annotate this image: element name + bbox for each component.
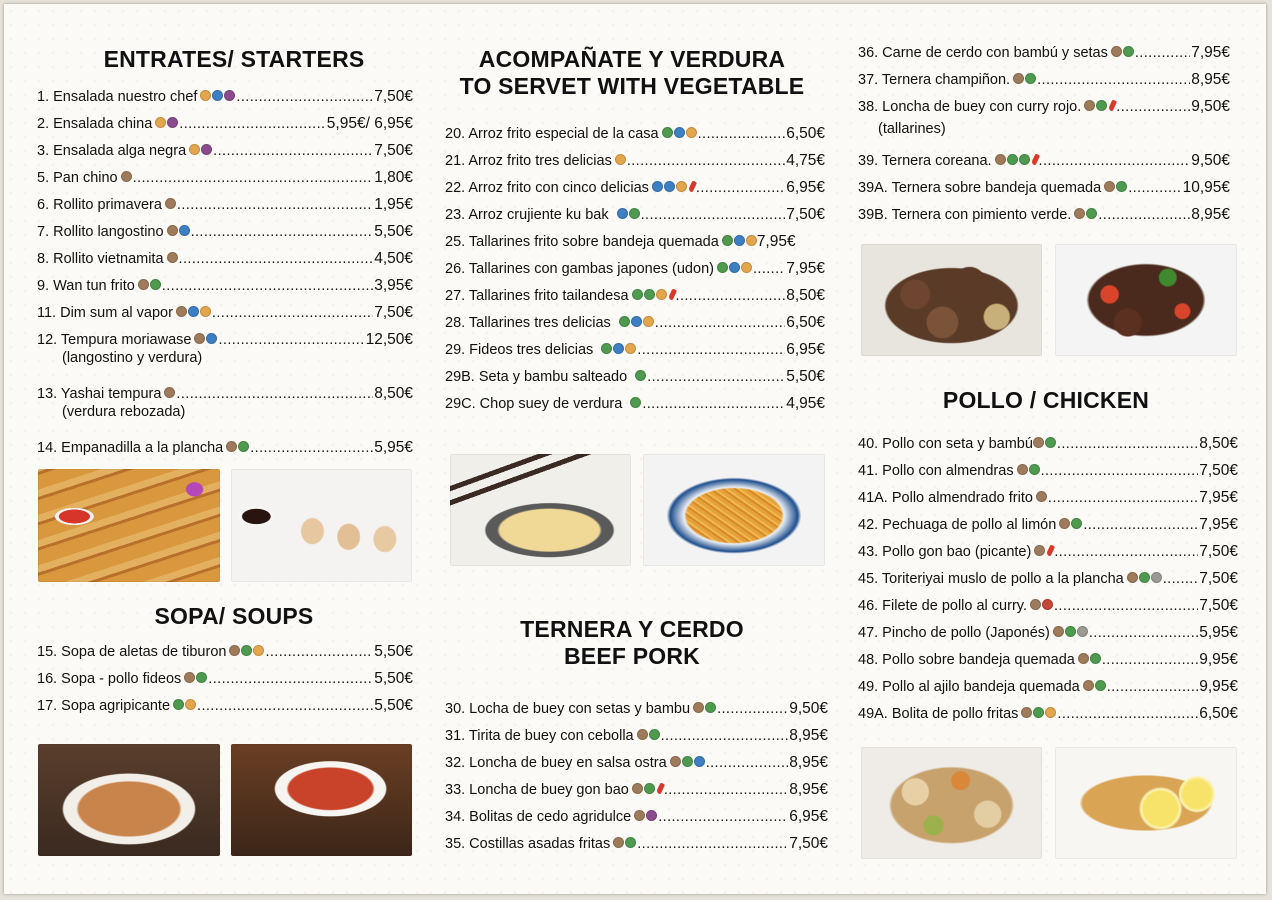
menu-item: 37. Ternera champiñon. ..... 8,95€ <box>858 71 1230 89</box>
allergen-badge-icon <box>167 225 178 236</box>
allergen-badge-icon <box>1033 437 1044 448</box>
allergen-icons <box>662 127 697 138</box>
beef-bamboo-photo <box>861 244 1042 356</box>
allergen-badge-icon <box>717 262 728 273</box>
item-note: (tallarines) <box>878 121 946 137</box>
menu-item: 27. Tallarines frito tailandesa ..... 8,50€ <box>445 287 825 305</box>
allergen-badge-icon <box>1045 437 1056 448</box>
allergen-icons <box>693 702 716 713</box>
allergen-badge-icon <box>656 289 667 300</box>
allergen-badge-icon <box>1025 73 1036 84</box>
allergen-icons <box>1021 707 1056 718</box>
allergen-badge-icon <box>176 306 187 317</box>
fried-rice-photo <box>450 454 631 566</box>
allergen-badge-icon <box>1090 653 1101 664</box>
allergen-badge-icon <box>995 154 1006 165</box>
menu-item: 21. Arroz frito tres delicias ..... 4,75€ <box>445 152 825 170</box>
menu-item: 39A. Ternera sobre bandeja quemada ..... 10,95€ <box>858 179 1230 197</box>
allergen-badge-icon <box>625 343 636 354</box>
allergen-icons <box>1084 100 1115 111</box>
allergen-icons <box>1059 518 1082 529</box>
allergen-badge-icon <box>238 441 249 452</box>
item-note: (langostino y verdura) <box>62 350 203 366</box>
allergen-badge-icon <box>165 198 176 209</box>
menu-item: 29. Fideos tres delicias ..... 6,95€ <box>445 341 825 359</box>
allergen-badge-icon <box>625 837 636 848</box>
allergen-icons <box>1036 491 1047 502</box>
allergen-badge-icon <box>694 756 705 767</box>
spring-rolls-photo <box>38 469 220 582</box>
allergen-badge-icon <box>1029 464 1040 475</box>
allergen-icons <box>173 699 196 710</box>
allergen-icons <box>1017 464 1040 475</box>
allergen-badge-icon <box>1151 572 1162 583</box>
allergen-icons <box>1104 181 1127 192</box>
allergen-badge-icon <box>682 756 693 767</box>
beef-pepper-photo <box>1055 244 1237 356</box>
allergen-badge-icon <box>664 181 675 192</box>
allergen-badge-icon <box>1017 464 1028 475</box>
allergen-badge-icon <box>206 333 217 344</box>
menu-item: 45. Toriteriyai muslo de pollo a la plancha ..... 7,50€ <box>858 570 1238 588</box>
allergen-badge-icon <box>643 316 654 327</box>
allergen-badge-icon <box>253 645 264 656</box>
allergen-badge-icon <box>631 316 642 327</box>
allergen-icons <box>613 837 636 848</box>
menu-item: 33. Loncha de buey gon bao ..... 8,95€ <box>445 781 828 799</box>
allergen-badge-icon <box>229 645 240 656</box>
menu-item: 29B. Seta y bambu salteado ..... 5,50€ <box>445 368 825 386</box>
allergen-icons <box>722 235 757 246</box>
allergen-icons <box>138 279 161 290</box>
soups-title: SOPA/ SOUPS <box>154 603 314 629</box>
allergen-badge-icon <box>1007 154 1018 165</box>
allergen-badge-icon <box>167 252 178 263</box>
allergen-badge-icon <box>1095 680 1106 691</box>
allergen-badge-icon <box>1086 208 1097 219</box>
menu-item: 26. Tallarines con gambas japones (udon) ..... 7,95€ <box>445 260 825 278</box>
menu-item: 3. Ensalada alga negra ..... 7,50€ <box>37 142 413 160</box>
allergen-badge-icon <box>1053 626 1064 637</box>
menu-item: 29C. Chop suey de verdura ..... 4,95€ <box>445 395 825 413</box>
allergen-badge-icon <box>189 144 200 155</box>
allergen-badge-icon <box>734 235 745 246</box>
allergen-badge-icon <box>615 154 626 165</box>
allergen-badge-icon <box>676 181 687 192</box>
chicken-title: POLLO / CHICKEN <box>942 387 1150 413</box>
starters-title: ENTRATES/ STARTERS <box>103 46 365 72</box>
allergen-badge-icon <box>184 672 195 683</box>
allergen-icons <box>229 645 264 656</box>
allergen-badge-icon <box>212 90 223 101</box>
allergen-badge-icon <box>1096 100 1107 111</box>
allergen-icons <box>619 316 654 327</box>
menu-item: 39. Ternera coreana. ..... 9,50€ <box>858 152 1230 170</box>
allergen-icons <box>167 225 190 236</box>
lemon-chicken-photo <box>1055 747 1237 859</box>
allergen-badge-icon <box>1074 208 1085 219</box>
allergen-icons <box>167 252 178 263</box>
menu-item: 46. Filete de pollo al curry. ..... 7,50€ <box>858 597 1238 615</box>
allergen-icons <box>1111 46 1134 57</box>
menu-item: 9. Wan tun frito ..... 3,95€ <box>37 277 413 295</box>
allergen-badge-icon <box>741 262 752 273</box>
allergen-icons <box>615 154 626 165</box>
menu-item: 42. Pechuaga de pollo al limón ..... 7,95€ <box>858 516 1238 534</box>
item-note: (verdura rebozada) <box>62 404 186 420</box>
menu-item: 41A. Pollo almendrado frito ..... 7,95€ <box>858 489 1238 507</box>
menu-item: 34. Bolitas de cedo agridulce ..... 6,95€ <box>445 808 828 826</box>
allergen-icons <box>1078 653 1101 664</box>
menu-item: 7. Rollito langostino ..... 5,50€ <box>37 223 413 241</box>
allergen-badge-icon <box>649 729 660 740</box>
allergen-badge-icon <box>1127 572 1138 583</box>
menu-item: 23. Arroz crujiente ku bak ..... 7,50€ <box>445 206 825 224</box>
allergen-badge-icon <box>635 370 646 381</box>
allergen-badge-icon <box>188 306 199 317</box>
menu-item: 39B. Ternera con pimiento verde. ..... 8,95€ <box>858 206 1230 224</box>
menu-item: 47. Pincho de pollo (Japonés) ..... 5,95€ <box>858 624 1238 642</box>
allergen-badge-icon <box>617 208 628 219</box>
menu-item: 13. Yashai tempura ..... 8,50€ <box>37 385 413 403</box>
allergen-icons <box>670 756 705 767</box>
allergen-icons <box>635 370 646 381</box>
allergen-badge-icon <box>226 441 237 452</box>
allergen-badge-icon <box>746 235 757 246</box>
allergen-badge-icon <box>201 144 212 155</box>
menu-item: 41. Pollo con almendras ..... 7,50€ <box>858 462 1238 480</box>
allergen-badge-icon <box>634 810 645 821</box>
allergen-badge-icon <box>632 289 643 300</box>
hot-sour-soup-photo <box>231 744 412 856</box>
allergen-icons <box>121 171 132 182</box>
allergen-icons <box>176 306 211 317</box>
allergen-icons <box>189 144 212 155</box>
menu-item: 36. Carne de cerdo con bambú y setas ..... 7,95€ <box>858 44 1230 62</box>
menu-item: 38. Loncha de buey con curry rojo. ..... 9,50€ <box>858 98 1230 116</box>
allergen-badge-icon <box>1019 154 1030 165</box>
allergen-icons <box>601 343 636 354</box>
allergen-badge-icon <box>1104 181 1115 192</box>
allergen-badge-icon <box>630 397 641 408</box>
allergen-badge-icon <box>1021 707 1032 718</box>
allergen-icons <box>717 262 752 273</box>
menu-item: 11. Dim sum al vapor ..... 7,50€ <box>37 304 413 322</box>
allergen-badge-icon <box>241 645 252 656</box>
chicken-mushroom-photo <box>861 747 1042 859</box>
allergen-badge-icon <box>1030 599 1041 610</box>
menu-item: 32. Loncha de buey en salsa ostra ..... 8,95€ <box>445 754 828 772</box>
allergen-badge-icon <box>1084 100 1095 111</box>
allergen-icons <box>155 117 178 128</box>
allergen-badge-icon <box>613 343 624 354</box>
beef-pork-title-line1: TERNERA Y CERDO <box>520 616 744 642</box>
allergen-badge-icon <box>619 316 630 327</box>
menu-item: 8. Rollito vietnamita ..... 4,50€ <box>37 250 413 268</box>
allergen-icons <box>630 397 641 408</box>
allergen-badge-icon <box>164 387 175 398</box>
allergen-icons <box>632 289 675 300</box>
allergen-badge-icon <box>200 306 211 317</box>
allergen-badge-icon <box>644 289 655 300</box>
allergen-badge-icon <box>179 225 190 236</box>
allergen-badge-icon <box>1083 680 1094 691</box>
menu-item: 35. Costillas asadas fritas ..... 7,50€ <box>445 835 828 853</box>
allergen-badge-icon <box>632 783 643 794</box>
menu-item: 40. Pollo con seta y bambú ..... 8,50€ <box>858 435 1238 453</box>
allergen-badge-icon <box>224 90 235 101</box>
allergen-badge-icon <box>646 810 657 821</box>
menu-item: 17. Sopa agripicante ..... 5,50€ <box>37 697 413 715</box>
menu-item: 6. Rollito primavera ..... 1,95€ <box>37 196 413 214</box>
menu-item: 12. Tempura moriawase ..... 12,50€ <box>37 331 413 349</box>
allergen-icons <box>165 198 176 209</box>
allergen-badge-icon <box>674 127 685 138</box>
allergen-badge-icon <box>1111 46 1122 57</box>
allergen-badge-icon <box>150 279 161 290</box>
menu-item: 48. Pollo sobre bandeja quemada ..... 9,95€ <box>858 651 1238 669</box>
allergen-icons <box>1127 572 1162 583</box>
fried-noodles-photo <box>643 454 825 566</box>
allergen-badge-icon <box>1139 572 1150 583</box>
allergen-badge-icon <box>1123 46 1134 57</box>
menu-item: 5. Pan chino ..... 1,80€ <box>37 169 413 187</box>
allergen-badge-icon <box>173 699 184 710</box>
allergen-badge-icon <box>1036 491 1047 502</box>
menu-item: 43. Pollo gon bao (picante) ..... 7,50€ <box>858 543 1238 561</box>
allergen-badge-icon <box>167 117 178 128</box>
allergen-icons <box>637 729 660 740</box>
menu-sheet <box>4 4 1266 894</box>
allergen-badge-icon <box>670 756 681 767</box>
allergen-badge-icon <box>1013 73 1024 84</box>
allergen-badge-icon <box>200 90 211 101</box>
allergen-badge-icon <box>1071 518 1082 529</box>
allergen-badge-icon <box>138 279 149 290</box>
menu-item: 49. Pollo al ajilo bandeja quemada ..... 9,95€ <box>858 678 1238 696</box>
allergen-badge-icon <box>693 702 704 713</box>
allergen-badge-icon <box>601 343 612 354</box>
allergen-badge-icon <box>1077 626 1088 637</box>
vegetables-title-line1: ACOMPAÑATE Y VERDURA <box>478 46 786 72</box>
allergen-badge-icon <box>613 837 624 848</box>
dumplings-photo <box>231 469 412 582</box>
allergen-icons <box>1083 680 1106 691</box>
allergen-badge-icon <box>1045 707 1056 718</box>
allergen-icons <box>634 810 657 821</box>
allergen-icons <box>632 783 663 794</box>
allergen-icons <box>652 181 695 192</box>
menu-item: 1. Ensalada nuestro chef ..... 7,50€ <box>37 88 413 106</box>
menu-item: 16. Sopa - pollo fideos ..... 5,50€ <box>37 670 413 688</box>
allergen-badge-icon <box>1116 181 1127 192</box>
allergen-badge-icon <box>652 181 663 192</box>
allergen-icons <box>1013 73 1036 84</box>
allergen-badge-icon <box>686 127 697 138</box>
allergen-badge-icon <box>722 235 733 246</box>
allergen-icons <box>995 154 1038 165</box>
allergen-badge-icon <box>1059 518 1070 529</box>
allergen-icons <box>200 90 235 101</box>
allergen-icons <box>1030 599 1053 610</box>
allergen-badge-icon <box>1078 653 1089 664</box>
allergen-badge-icon <box>196 672 207 683</box>
allergen-badge-icon <box>194 333 205 344</box>
allergen-icons <box>1033 437 1056 448</box>
vegetables-title-line2: TO SERVET WITH VEGETABLE <box>459 73 805 99</box>
menu-item: 28. Tallarines tres delicias ..... 6,50€ <box>445 314 825 332</box>
allergen-badge-icon <box>629 208 640 219</box>
allergen-badge-icon <box>185 699 196 710</box>
allergen-icons <box>184 672 207 683</box>
allergen-badge-icon <box>637 729 648 740</box>
allergen-badge-icon <box>1034 545 1045 556</box>
menu-item: 22. Arroz frito con cinco delicias ..... 6,95€ <box>445 179 825 197</box>
allergen-icons <box>164 387 175 398</box>
menu-item: 20. Arroz frito especial de la casa ..... 6,50€ <box>445 125 825 143</box>
beef-pork-title-line2: BEEF PORK <box>564 643 700 669</box>
menu-item: 2. Ensalada china ..... 5,95€/ 6,95€ <box>37 115 413 133</box>
allergen-icons <box>226 441 249 452</box>
allergen-badge-icon <box>705 702 716 713</box>
menu-item: 49A. Bolita de pollo fritas ..... 6,50€ <box>858 705 1238 723</box>
allergen-badge-icon <box>729 262 740 273</box>
shark-fin-soup-photo <box>38 744 220 856</box>
allergen-icons <box>1074 208 1097 219</box>
allergen-badge-icon <box>1033 707 1044 718</box>
allergen-icons <box>1053 626 1088 637</box>
allergen-badge-icon <box>1042 599 1053 610</box>
allergen-badge-icon <box>662 127 673 138</box>
menu-item: 14. Empanadilla a la plancha ..... 5,95€ <box>37 439 413 457</box>
menu-item: 31. Tirita de buey con cebolla ..... 8,95€ <box>445 727 828 745</box>
allergen-icons <box>617 208 640 219</box>
allergen-badge-icon <box>121 171 132 182</box>
allergen-icons <box>194 333 217 344</box>
menu-item: 15. Sopa de aletas de tiburon ..... 5,50€ <box>37 643 413 661</box>
allergen-badge-icon <box>644 783 655 794</box>
menu-item: 30. Locha de buey con setas y bambu ..... 9,50€ <box>445 700 828 718</box>
menu-item: 25. Tallarines frito sobre bandeja quemada 7,95€ <box>445 233 796 250</box>
allergen-badge-icon <box>1065 626 1076 637</box>
allergen-icons <box>1034 545 1053 556</box>
allergen-badge-icon <box>155 117 166 128</box>
